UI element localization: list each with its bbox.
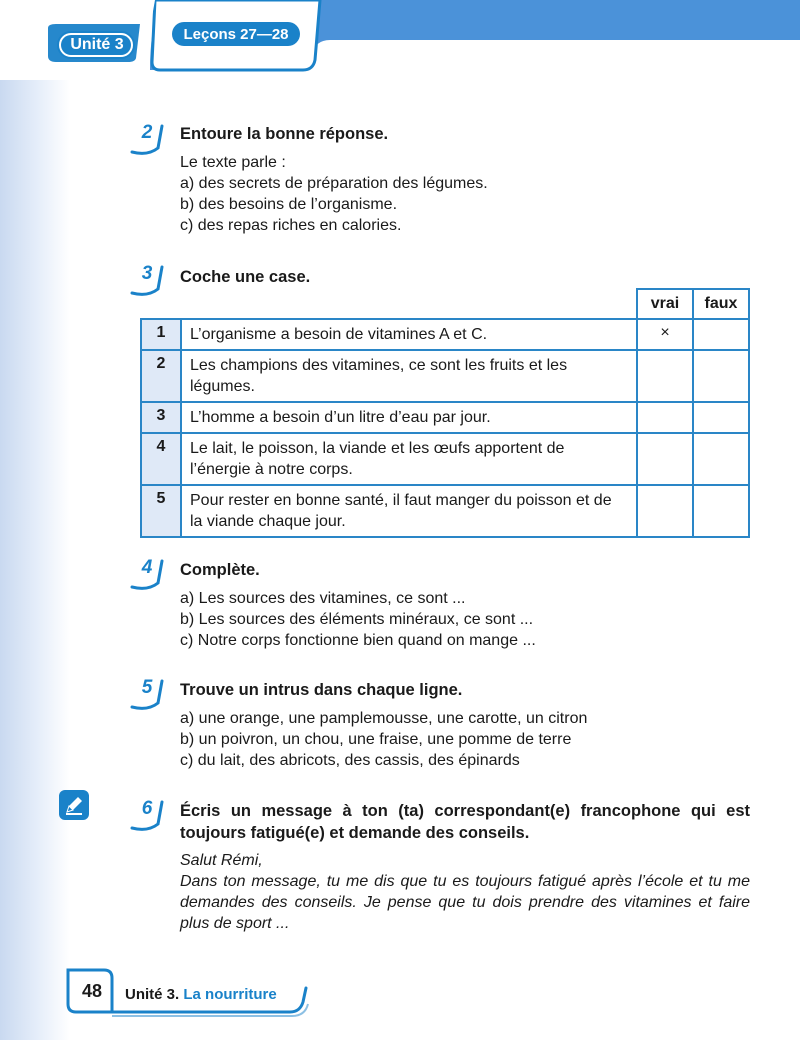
page-number: 48 bbox=[81, 981, 103, 1001]
table-row bbox=[141, 319, 749, 350]
table-row bbox=[141, 402, 749, 433]
completion-c[interactable]: c) Notre corps fonctionne bien quand on mange ... bbox=[180, 632, 536, 649]
exercise-5-title: Trouve un intrus dans chaque ligne. bbox=[180, 681, 463, 699]
lessons-label: Leçons 27—28 bbox=[183, 25, 289, 43]
message-body: Dans ton message, tu me dis que tu es toujours fatigué après l’école et tu me demandes des conseils. Je pense que tu dois prendre des vitamines et faire plus de sport ... bbox=[180, 873, 750, 932]
unit-label: Unité 3 bbox=[70, 36, 124, 53]
checkbox-vrai[interactable] bbox=[637, 402, 693, 433]
statement: Le lait, le poisson, la viande et les œufs apportent de l’énergie à notre corps. bbox=[181, 433, 637, 485]
intrus-line-b[interactable]: b) un poivron, un chou, une fraise, une pomme de terre bbox=[180, 731, 572, 748]
row-number: 1 bbox=[141, 319, 181, 350]
footer-banner bbox=[0, 960, 800, 1040]
statement: L’homme a besoin d’un litre d’eau par jour. bbox=[181, 402, 637, 433]
table-row bbox=[141, 350, 749, 402]
exercise-number-2: 2 bbox=[128, 122, 168, 160]
checkbox-faux[interactable] bbox=[693, 350, 749, 402]
footer-topic: La nourriture bbox=[183, 986, 277, 1003]
completion-b[interactable]: b) Les sources des éléments minéraux, ce sont ... bbox=[180, 611, 534, 628]
row-number: 5 bbox=[141, 485, 181, 537]
exercise-2-title: Entoure la bonne réponse. bbox=[180, 125, 389, 143]
statement: Les champions des vitamines, ce sont les fruits et les légumes. bbox=[181, 350, 637, 402]
pencil-icon bbox=[59, 790, 89, 820]
row-number: 4 bbox=[141, 433, 181, 485]
footer-unit-title bbox=[125, 986, 277, 1003]
checkbox-vrai[interactable] bbox=[637, 485, 693, 537]
exercise-6 bbox=[180, 800, 750, 934]
statement: Pour rester en bonne santé, il faut manger du poisson et de la viande chaque jour. bbox=[181, 485, 637, 537]
exercise-5 bbox=[180, 679, 755, 771]
exercise-2-intro: Le texte parle : bbox=[180, 154, 286, 171]
intrus-line-c[interactable]: c) du lait, des abricots, des cassis, des épinards bbox=[180, 752, 520, 769]
exercise-number-3: 3 bbox=[128, 263, 168, 301]
footer-unit: Unité 3. bbox=[125, 986, 180, 1003]
row-number: 2 bbox=[141, 350, 181, 402]
option-a[interactable]: a) des secrets de préparation des légumes. bbox=[180, 175, 488, 192]
checkbox-faux[interactable] bbox=[693, 402, 749, 433]
exercise-2 bbox=[180, 123, 755, 236]
checkbox-vrai[interactable] bbox=[637, 350, 693, 402]
column-faux: faux bbox=[693, 289, 749, 319]
option-c[interactable]: c) des repas riches en calories. bbox=[180, 217, 402, 234]
true-false-table bbox=[140, 288, 750, 538]
checkbox-vrai[interactable] bbox=[637, 433, 693, 485]
exercise-3 bbox=[180, 266, 755, 288]
message-greeting: Salut Rémi, bbox=[180, 852, 263, 869]
checkbox-faux[interactable] bbox=[693, 485, 749, 537]
statement: L’organisme a besoin de vitamines A et C. bbox=[181, 319, 637, 350]
table-row bbox=[141, 433, 749, 485]
column-vrai: vrai bbox=[637, 289, 693, 319]
table-row bbox=[141, 485, 749, 537]
completion-a[interactable]: a) Les sources des vitamines, ce sont ... bbox=[180, 590, 466, 607]
checkbox-vrai[interactable]: × bbox=[637, 319, 693, 350]
exercise-4-title: Complète. bbox=[180, 561, 260, 579]
exercise-6-title: Écris un message à ton (ta) correspondant(e) francophone qui est toujours fatigué(e) et demande des conseils. bbox=[180, 802, 750, 842]
exercise-4 bbox=[180, 559, 755, 651]
exercise-number-6: 6 bbox=[128, 798, 168, 836]
intrus-line-a[interactable]: a) une orange, une pamplemousse, une carotte, un citron bbox=[180, 710, 588, 727]
row-number: 3 bbox=[141, 402, 181, 433]
exercise-number-5: 5 bbox=[128, 677, 168, 715]
checkbox-faux[interactable] bbox=[693, 319, 749, 350]
side-band bbox=[0, 0, 70, 1040]
exercise-number-4: 4 bbox=[128, 557, 168, 595]
checkbox-faux[interactable] bbox=[693, 433, 749, 485]
option-b[interactable]: b) des besoins de l’organisme. bbox=[180, 196, 398, 213]
exercise-3-title: Coche une case. bbox=[180, 268, 311, 286]
